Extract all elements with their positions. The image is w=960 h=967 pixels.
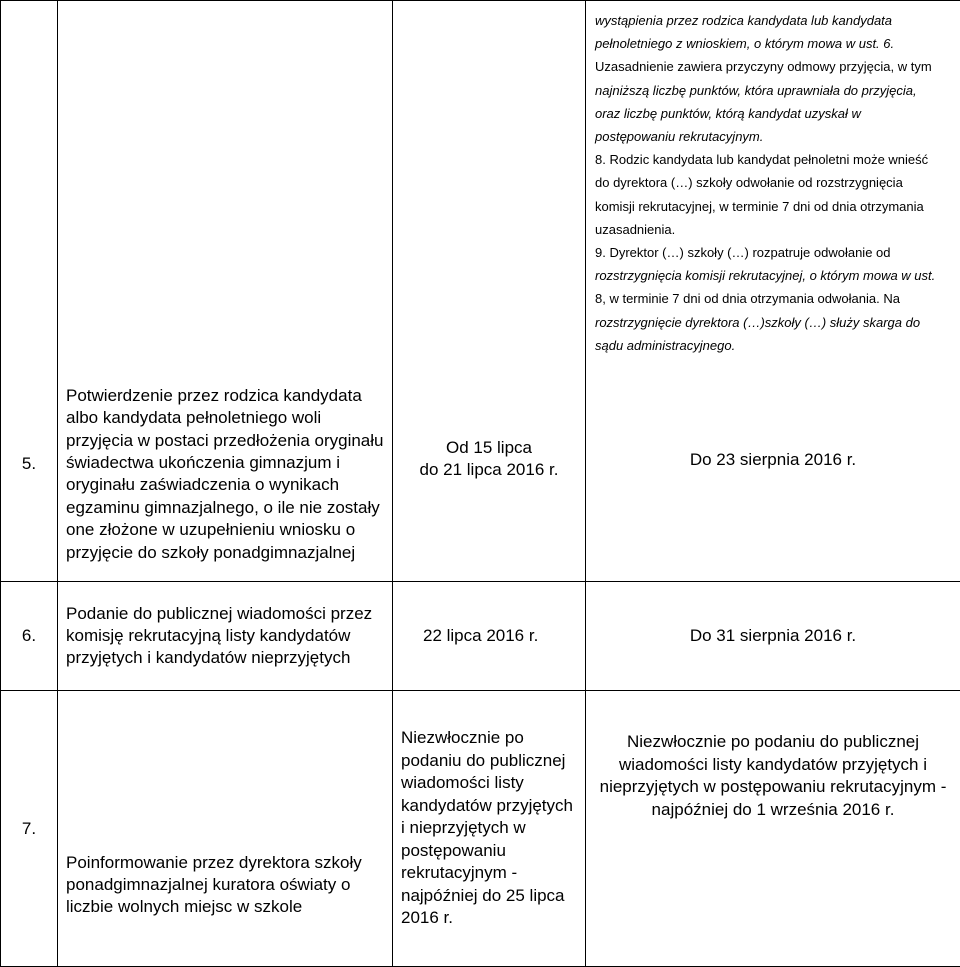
notes-line: 9. Dyrektor (…) szkoły (…) rozpatruje odwołanie od	[595, 241, 954, 264]
notes-line: postępowaniu rekrutacyjnym.	[595, 129, 763, 144]
supplementary-notes	[586, 1, 960, 357]
notes-line: komisji rekrutacyjnej, w terminie 7 dni od dnia otrzymania	[595, 195, 954, 218]
row-description-text: Poinformowanie przez dyrektora szkoły ponadgimnazjalnej kuratora oświaty o liczbie wolnych miejsc w szkole	[66, 852, 386, 918]
supplementary-date: Do 23 sierpnia 2016 r.	[586, 450, 960, 470]
row-supplementary: Do 31 sierpnia 2016 r.	[586, 582, 960, 691]
notes-line: 8. Rodzic kandydata lub kandydat pełnoletni może wnieść	[595, 148, 954, 171]
row-number: 6.	[1, 582, 58, 691]
row-date-text: Niezwłocznie po podaniu do publicznej wiadomości listy kandydatów przyjętych i nieprzyjętych w postępowaniu rekrutacyjnym - najpóźniej do 25 lipca 2016 r.	[401, 727, 581, 930]
notes-line: uzasadnienia.	[595, 218, 954, 241]
row-number: 7.	[1, 691, 58, 967]
row-supplementary	[586, 691, 960, 967]
table-row	[1, 691, 960, 967]
row-description-text: Potwierdzenie przez rodzica kandydata albo kandydata pełnoletniego woli przyjęcia w postaci przedłożenia oryginału świadectwa ukończenia gimnazjum i oryginału zaświadczenia o wynikach egzaminu gimnazjalnego, o ile nie zostały one złożone w uzupełnieniu wniosku o przyjęcie do szkoły ponadgimnazjalnej	[66, 385, 386, 573]
notes-line: rozstrzygnięcia komisji rekrutacyjnej, o którym mowa w ust.	[595, 268, 935, 283]
row-description: Podanie do publicznej wiadomości przez komisję rekrutacyjną listy kandydatów przyjętych i kandydatów nieprzyjętych	[58, 582, 393, 691]
notes-line: oraz liczbę punktów, którą kandydat uzyskał w	[595, 106, 861, 121]
row-supplementary	[586, 1, 960, 582]
notes-line: pełnoletniego z wnioskiem, o którym mowa w ust. 6.	[595, 36, 894, 51]
date-line-2: do 21 lipca 2016 r.	[393, 459, 585, 481]
row-description	[58, 691, 393, 967]
row-number	[1, 1, 58, 582]
row-number-text: 5.	[22, 454, 36, 473]
notes-line: Uzasadnienie zawiera przyczyny odmowy przyjęcia, w tym	[595, 55, 954, 78]
table-row	[1, 582, 960, 691]
date-line-1: Od 15 lipca	[393, 437, 585, 459]
notes-line: 8, w terminie 7 dni od dnia otrzymania odwołania. Na	[595, 287, 954, 310]
notes-line: do dyrektora (…) szkoły odwołanie od rozstrzygnięcia	[595, 171, 954, 194]
notes-line: wystąpienia przez rodzica kandydata lub kandydata	[595, 13, 892, 28]
row-date	[393, 691, 586, 967]
notes-line: najniższą liczbę punktów, która uprawniała do przyjęcia,	[595, 83, 917, 98]
row-date: 22 lipca 2016 r.	[393, 582, 586, 691]
row-date	[393, 1, 586, 582]
row-description	[58, 1, 393, 582]
table-row	[1, 1, 960, 582]
notes-line: rozstrzygnięcie dyrektora (…)szkoły (…) służy skarga do	[595, 315, 920, 330]
notes-line: sądu administracyjnego.	[595, 338, 735, 353]
row-supplementary-text: Niezwłocznie po podaniu do publicznej wiadomości listy kandydatów przyjętych i nieprzyjętych w postępowaniu rekrutacyjnym - najpóźniej do 1 września 2016 r.	[586, 731, 960, 821]
